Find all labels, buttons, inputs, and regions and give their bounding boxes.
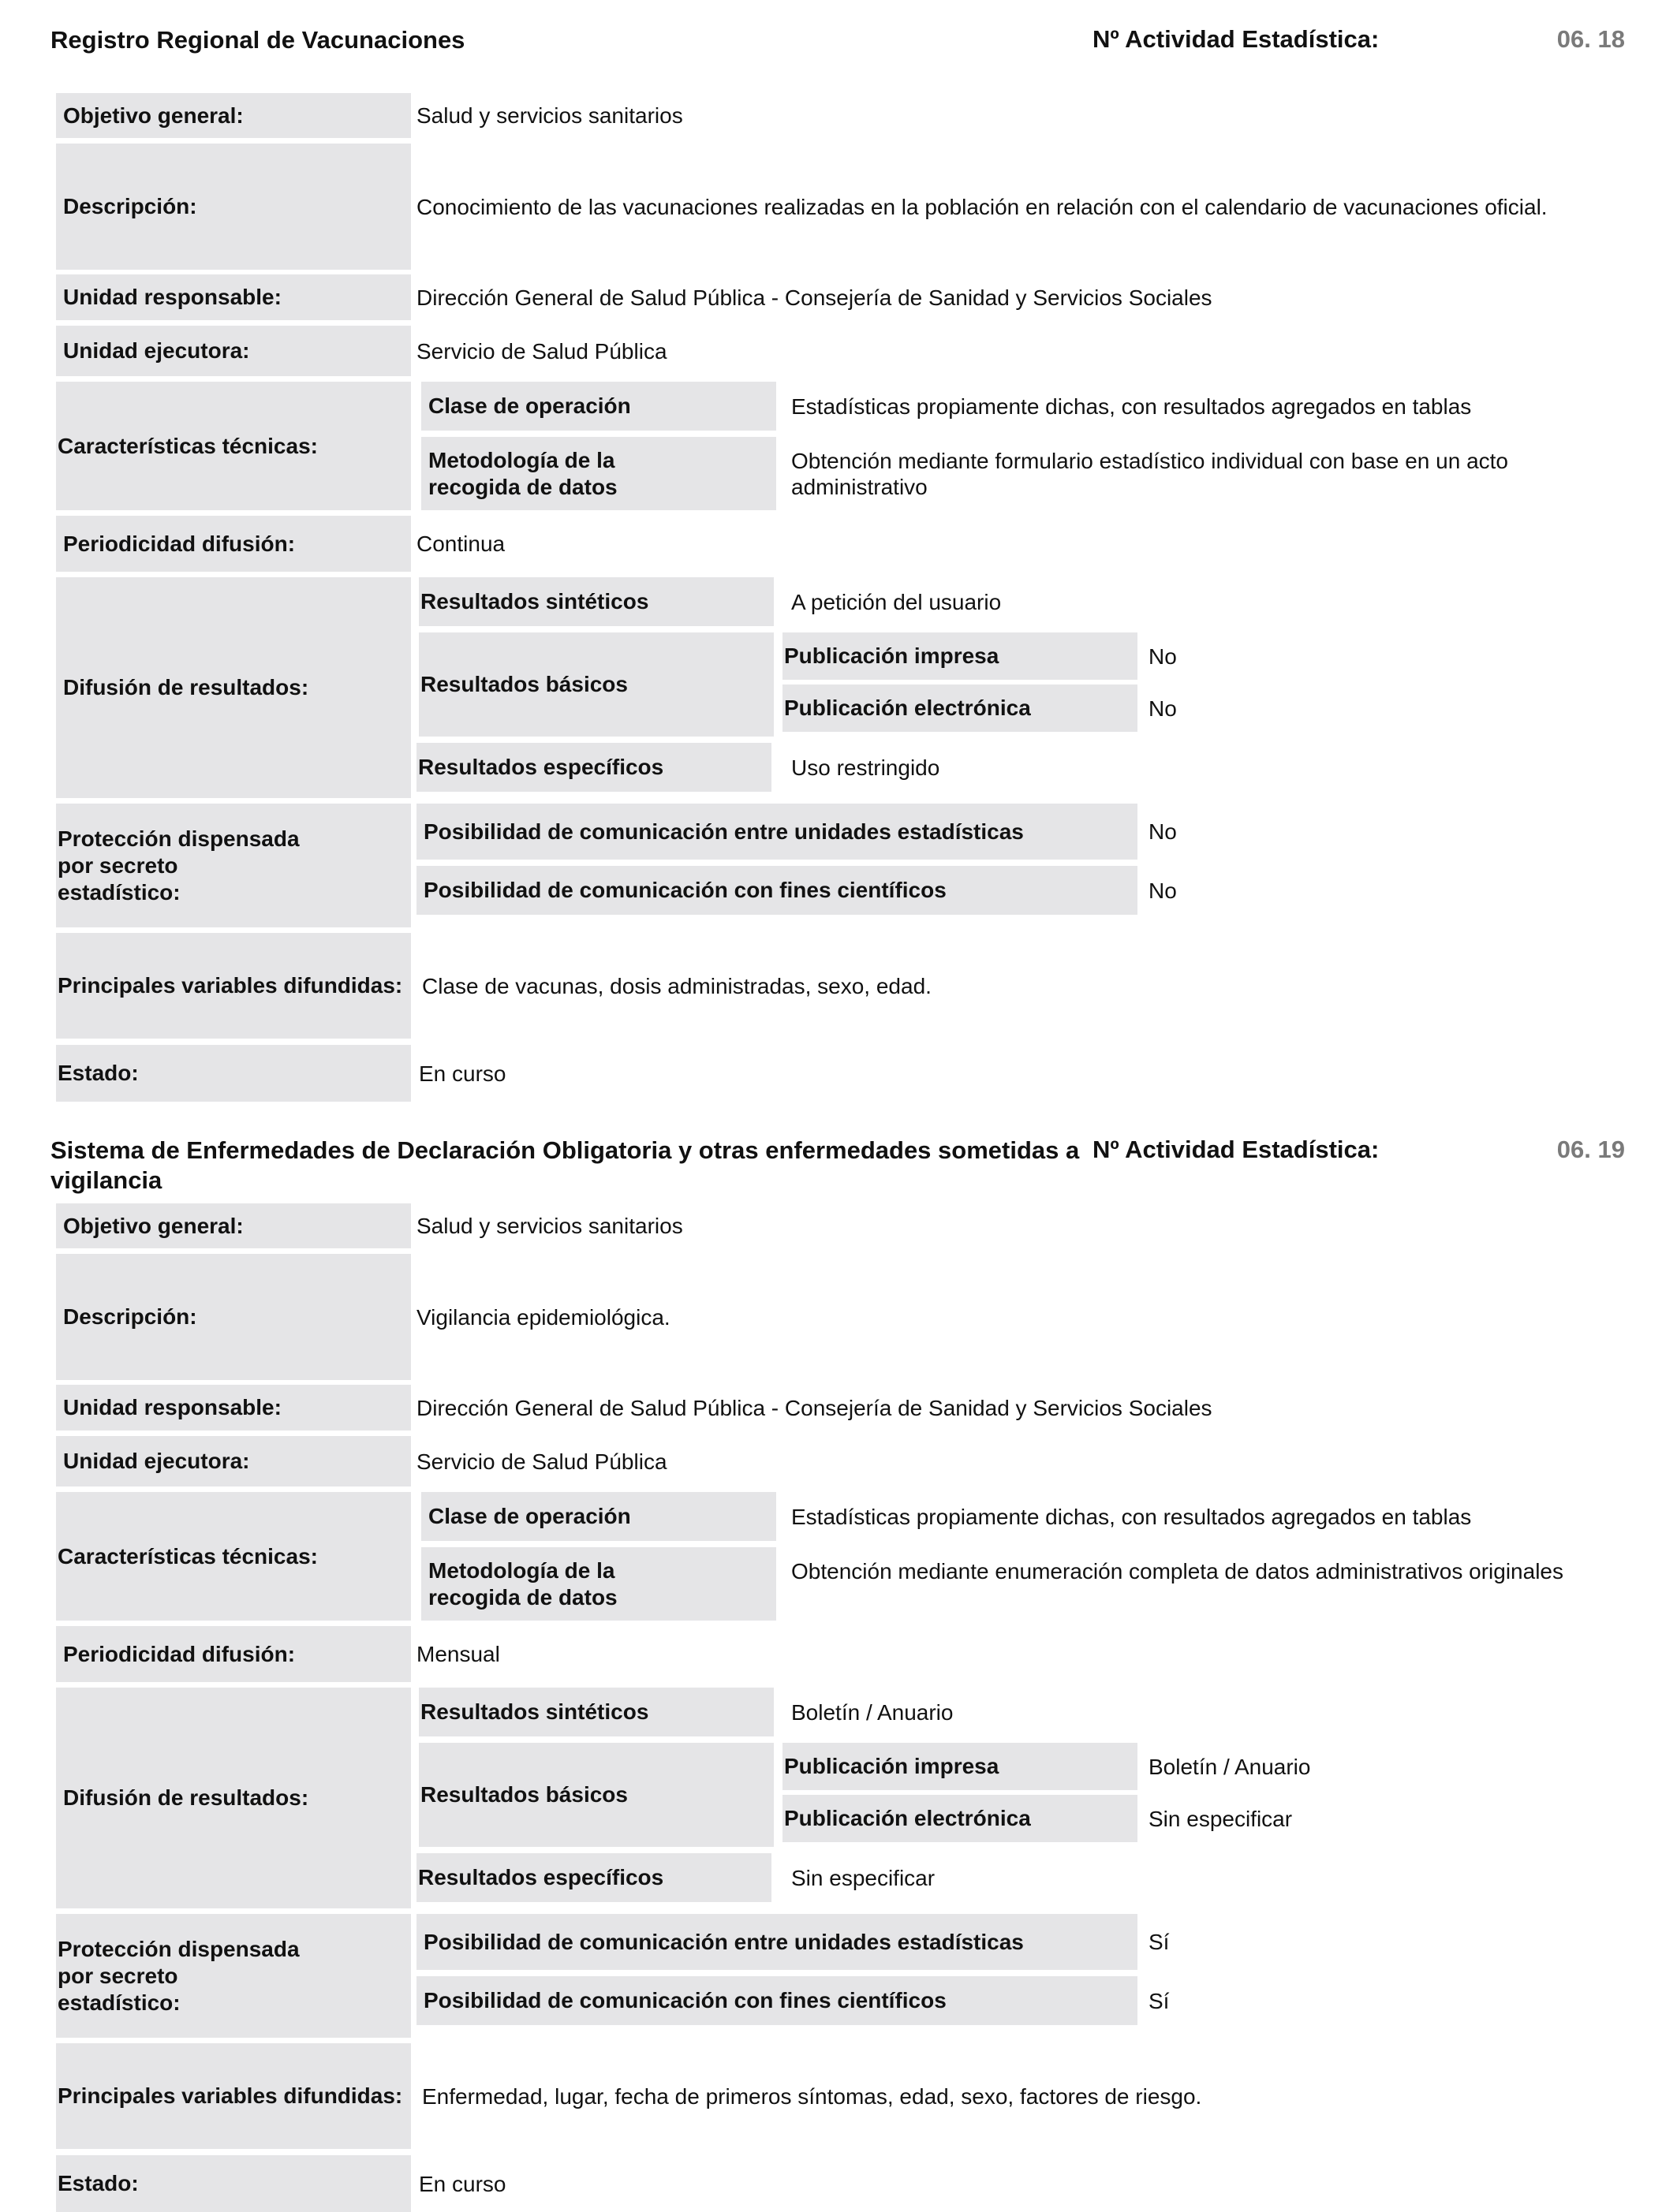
- com-cientificos-label: Posibilidad de comunicación con fines científicos: [416, 866, 1137, 915]
- clase-operacion-value: Estadísticas propiamente dichas, con resultados agregados en tablas: [791, 394, 1472, 419]
- res-especificos-value: Uso restringido: [791, 755, 940, 780]
- estado-value: En curso: [419, 2171, 506, 2196]
- unidad-ejecutora-label: Unidad ejecutora:: [56, 326, 411, 376]
- pub-electronica-label: Publicación electrónica: [782, 684, 1137, 732]
- res-sinteticos-value: Boletín / Anuario: [791, 1699, 954, 1725]
- com-unidades-value: No: [1149, 819, 1177, 844]
- unidad-ejecutora-value: Servicio de Salud Pública: [416, 338, 667, 364]
- res-especificos-label: Resultados específicos: [416, 1853, 771, 1902]
- res-basicos-label: Resultados básicos: [419, 632, 774, 737]
- pub-impresa-label: Publicación impresa: [782, 1743, 1137, 1790]
- caracteristicas-label: Características técnicas:: [56, 382, 411, 510]
- periodicidad-label: Periodicidad difusión:: [56, 1626, 411, 1682]
- descripcion-label: Descripción:: [56, 144, 411, 270]
- difusion-label: Difusión de resultados:: [56, 577, 411, 798]
- pub-electronica-value: No: [1149, 696, 1177, 721]
- periodicidad-value: Mensual: [416, 1642, 500, 1666]
- estado-label: Estado:: [56, 1045, 411, 1102]
- com-cientificos-value: Sí: [1149, 1988, 1170, 2013]
- metodologia-value: Obtención mediante formulario estadístico individual con base en un acto administrativo: [791, 449, 1508, 499]
- com-unidades-label: Posibilidad de comunicación entre unidades estadísticas: [416, 1914, 1137, 1970]
- actividad-label: Nº Actividad Estadística:: [1092, 25, 1380, 53]
- descripcion-label: Descripción:: [56, 1254, 411, 1380]
- actividad-number: 06. 18: [1556, 25, 1625, 53]
- res-especificos-label: Resultados específicos: [416, 743, 771, 792]
- actividad-number: 06. 19: [1556, 1136, 1625, 1163]
- record-title: Registro Regional de Vacunaciones: [50, 26, 465, 54]
- metodologia-label: Metodología de la recogida de datos: [421, 1547, 776, 1621]
- metodologia-label: Metodología de la recogida de datos: [421, 437, 776, 510]
- pub-impresa-label: Publicación impresa: [782, 632, 1137, 680]
- variables-value: Clase de vacunas, dosis administradas, sexo, edad.: [422, 973, 932, 998]
- objetivo-value: Salud y servicios sanitarios: [416, 103, 683, 128]
- metodologia-value: Obtención mediante enumeración completa de datos administrativos originales: [791, 1559, 1563, 1583]
- unidad-ejecutora-label: Unidad ejecutora:: [56, 1436, 411, 1486]
- clase-operacion-label: Clase de operación: [421, 1492, 776, 1541]
- estado-label: Estado:: [56, 2155, 411, 2212]
- com-unidades-value: Sí: [1149, 1930, 1170, 1954]
- unidad-responsable-label: Unidad responsable:: [56, 274, 411, 320]
- res-basicos-label: Resultados básicos: [419, 1743, 774, 1847]
- com-cientificos-label: Posibilidad de comunicación con fines científicos: [416, 1976, 1137, 2025]
- unidad-ejecutora-value: Servicio de Salud Pública: [416, 1449, 667, 1474]
- res-sinteticos-value: A petición del usuario: [791, 589, 1002, 614]
- variables-value: Enfermedad, lugar, fecha de primeros síntomas, edad, sexo, factores de riesgo.: [422, 2083, 1202, 2109]
- clase-operacion-value: Estadísticas propiamente dichas, con resultados agregados en tablas: [791, 1504, 1472, 1529]
- variables-label: Principales variables difundidas:: [56, 2043, 411, 2149]
- unidad-responsable-value: Dirección General de Salud Pública - Consejería de Sanidad y Servicios Sociales: [416, 285, 1212, 310]
- res-sinteticos-label: Resultados sintéticos: [419, 1688, 774, 1736]
- actividad-label: Nº Actividad Estadística:: [1092, 1136, 1380, 1163]
- res-sinteticos-label: Resultados sintéticos: [419, 577, 774, 626]
- caracteristicas-label: Características técnicas:: [56, 1492, 411, 1621]
- estado-value: En curso: [419, 1061, 506, 1086]
- res-especificos-value: Sin especificar: [791, 1865, 936, 1890]
- com-unidades-label: Posibilidad de comunicación entre unidades estadísticas: [416, 804, 1137, 860]
- objetivo-label: Objetivo general:: [56, 1203, 411, 1248]
- pub-electronica-label: Publicación electrónica: [782, 1795, 1137, 1842]
- unidad-responsable-label: Unidad responsable:: [56, 1385, 411, 1431]
- proteccion-label: Protección dispensada por secreto estadístico:: [56, 804, 411, 927]
- proteccion-label: Protección dispensada por secreto estadístico:: [56, 1914, 411, 2038]
- pub-impresa-value: No: [1149, 643, 1177, 669]
- descripcion-value: Vigilancia epidemiológica.: [416, 1304, 670, 1330]
- periodicidad-label: Periodicidad difusión:: [56, 516, 411, 572]
- clase-operacion-label: Clase de operación: [421, 382, 776, 431]
- objetivo-value: Salud y servicios sanitarios: [416, 1214, 683, 1238]
- descripcion-value: Conocimiento de las vacunaciones realizadas en la población en relación con el calendario de vacunaciones oficial.: [416, 194, 1548, 219]
- record-title: Sistema de Enfermedades de Declaración Obligatoria y otras enfermedades sometidas a vigilancia: [50, 1136, 1080, 1194]
- periodicidad-value: Continua: [416, 532, 506, 556]
- objetivo-label: Objetivo general:: [56, 93, 411, 138]
- pub-impresa-value: Boletín / Anuario: [1149, 1754, 1311, 1779]
- pub-electronica-value: Sin especificar: [1149, 1806, 1293, 1831]
- variables-label: Principales variables difundidas:: [56, 933, 411, 1039]
- com-cientificos-value: No: [1149, 878, 1177, 903]
- difusion-label: Difusión de resultados:: [56, 1688, 411, 1908]
- unidad-responsable-value: Dirección General de Salud Pública - Consejería de Sanidad y Servicios Sociales: [416, 1395, 1212, 1420]
